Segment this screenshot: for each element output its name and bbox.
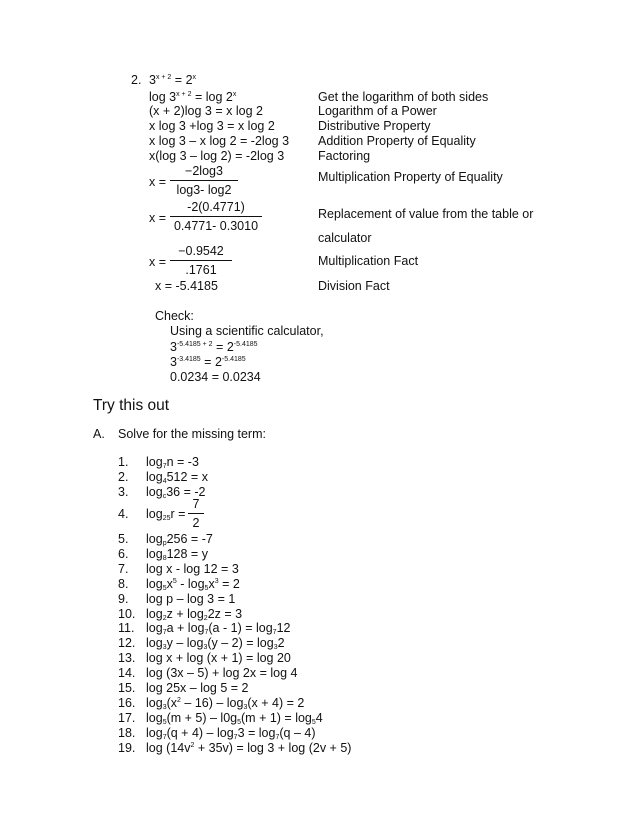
part-label: A. <box>93 427 105 441</box>
problem-expression: $\log_3y - \log_3(y - 2) = \log_32$ <box>146 636 285 651</box>
fraction-bar <box>188 513 204 514</box>
fraction-3-denominator: .1761 <box>185 263 217 277</box>
problem-number: 10. <box>118 607 136 621</box>
fraction-1-numerator: −2log3 <box>185 164 223 178</box>
problem-number: 8. <box>118 577 129 591</box>
problem-number: 14. <box>118 666 136 680</box>
problem-number: 12. <box>118 636 136 650</box>
problem-expression: $\log (14v^2 + 35v) = \log 3 + \log (2v + 5)$ <box>146 741 352 755</box>
fraction-1-lhs: x = <box>149 175 167 189</box>
problem-expression: log p – log 3 = 1 <box>146 592 236 606</box>
part-title: Solve for the missing term: <box>118 427 266 441</box>
problem-number: 4. <box>118 507 129 521</box>
result-reason: Division Fact <box>318 279 390 293</box>
fraction-3-reason: Multiplication Fact <box>318 254 419 268</box>
section-heading: Try this out <box>93 397 170 414</box>
fraction-1-denominator: log3- log2 <box>176 183 232 197</box>
step-3-expression: x log 3 +log 3 = x log 2 <box>149 119 275 133</box>
step-5-expression: x(log 3 – log 2) = -2log 3 <box>149 149 285 163</box>
problem-expression: $\log_7(q + 4) - \log_73 = \log_7(q - 4)$ <box>146 726 316 741</box>
fraction-bar <box>170 260 232 261</box>
problem-number: 5. <box>118 532 129 546</box>
problem-expression: log x - log 12 = 3 <box>146 562 239 576</box>
fraction-3-lhs: x = <box>149 255 167 269</box>
step-5-reason: Factoring <box>318 149 371 163</box>
fraction-1 <box>170 164 238 197</box>
fraction-2-reason: Replacement of value from the table or <box>318 207 534 221</box>
fraction-2-numerator: -2(0.4771) <box>187 200 245 214</box>
problem-expression: $\log_7a + \log_7(a - 1) = \log_712$ <box>146 621 291 636</box>
check-line-1: Using a scientific calculator, <box>170 324 324 338</box>
problem-expression: log x + log (x + 1) = log 20 <box>146 651 291 665</box>
fraction-1-reason: Multiplication Property of Equality <box>318 170 503 184</box>
problem-number: 19. <box>118 741 136 755</box>
problem-expression: $\log_2z + \log_22z = 3$ <box>146 607 243 622</box>
check-line-3: $3^{-3.4185} = 2^{-5.4185}$ <box>170 355 246 369</box>
fraction-bar <box>170 180 238 181</box>
problem-number: 15. <box>118 681 136 695</box>
fraction-2 <box>170 200 262 233</box>
problem-expression: $\log_5(m + 5) - l0g_5(m + 1) = \log_54$ <box>146 711 323 726</box>
example-equation: $3^{x + 2} = 2^x$ <box>149 73 197 87</box>
problem-expression: $\log_{25}r$ = <box>146 507 186 522</box>
fraction-bar <box>170 216 262 217</box>
check-title: Check: <box>155 309 194 323</box>
example-number: 2. <box>131 73 142 87</box>
step-4-reason: Addition Property of Equality <box>318 134 476 148</box>
check-line-4: 0.0234 = 0.0234 <box>170 370 261 384</box>
problem-number: 16. <box>118 696 136 710</box>
problem-fraction-denominator: 2 <box>192 516 200 530</box>
problem-expression: $\log_5x^5 - \log_5x^3 = 2$ <box>146 577 240 592</box>
problem-expression: log 25x – log 5 = 2 <box>146 681 249 695</box>
problem-number: 1. <box>118 455 129 469</box>
check-line-2: $3^{-5.4185 + 2} = 2^{-5.4185}$ <box>170 340 258 354</box>
problem-expression: $\log_3(x^2 - 16) - \log_3(x + 4) = 2$ <box>146 696 305 711</box>
problem-number: 3. <box>118 485 129 499</box>
step-4-expression: x log 3 – x log 2 = -2log 3 <box>149 134 290 148</box>
step-1-expression: $\log 3^{x + 2} = \log 2^x$ <box>149 90 237 104</box>
problem-number: 17. <box>118 711 136 725</box>
problem-number: 13. <box>118 651 136 665</box>
problem-expression: $\log_8128 = y$ <box>146 547 208 562</box>
problem-expression: $\log_7n = -3$ <box>146 455 199 470</box>
fraction-2-lhs: x = <box>149 211 167 225</box>
problem-number: 7. <box>118 562 129 576</box>
problem-number: 11. <box>118 621 135 635</box>
fraction-3-numerator: −0.9542 <box>178 244 224 258</box>
problem-expression: $\log_c36 = -2$ <box>146 485 206 500</box>
fraction-2-denominator: 0.4771- 0.3010 <box>173 219 259 233</box>
problem-fraction <box>188 497 204 530</box>
problem-expression: log (3x – 5) + log 2x = log 4 <box>146 666 298 680</box>
result-expression: x = -5.4185 <box>155 279 218 293</box>
fraction-3 <box>170 244 232 277</box>
problem-expression: $\log_4512 = x$ <box>146 470 208 485</box>
step-3-reason: Distributive Property <box>318 119 431 133</box>
step-2-reason: Logarithm of a Power <box>318 104 437 118</box>
problem-expression: $\log_p256 = -7$ <box>146 532 213 547</box>
problem-number: 18. <box>118 726 136 740</box>
step-1-reason: Get the logarithm of both sides <box>318 90 489 104</box>
fraction-2-reason-cont: calculator <box>318 231 372 245</box>
problem-number: 2. <box>118 470 129 484</box>
problem-fraction-numerator: 7 <box>192 497 200 511</box>
problem-number: 9. <box>118 592 129 606</box>
problem-number: 6. <box>118 547 129 561</box>
step-2-expression: (x + 2)log 3 = x log 2 <box>149 104 263 118</box>
